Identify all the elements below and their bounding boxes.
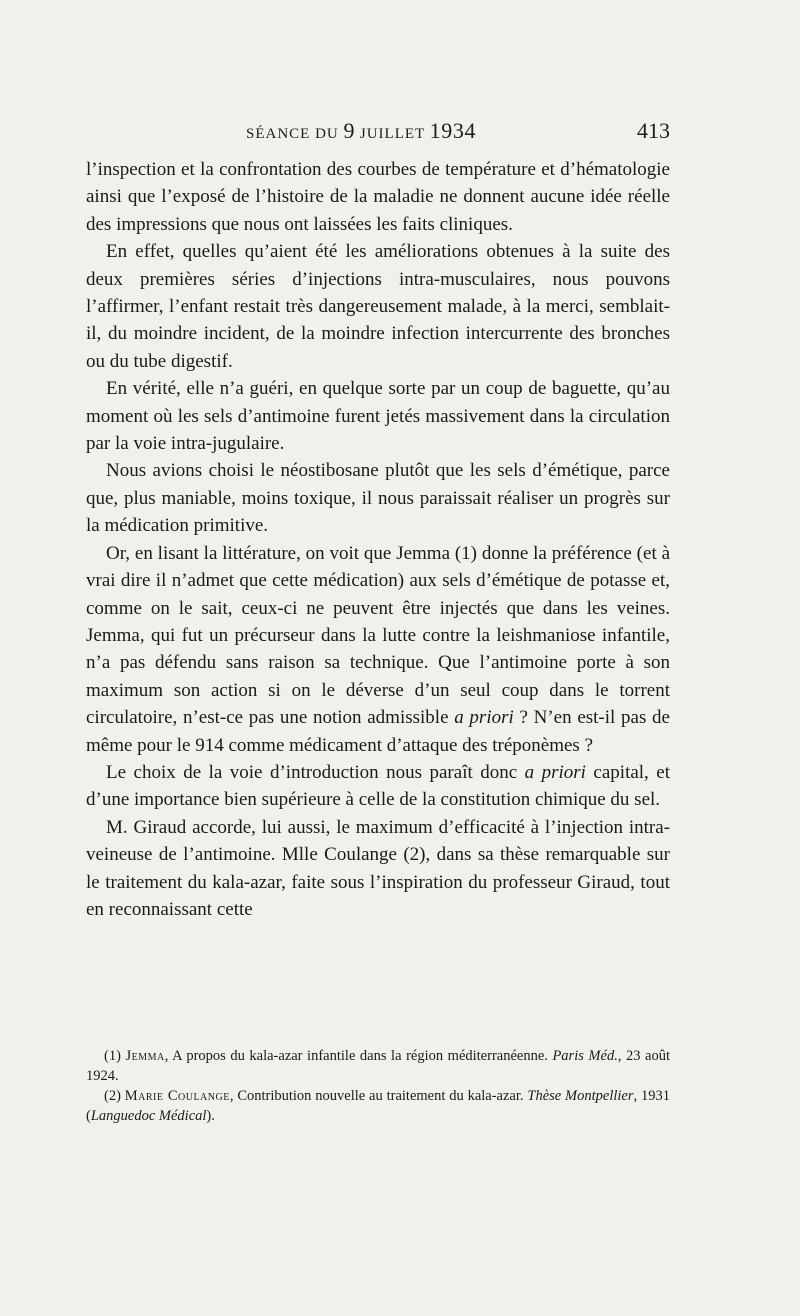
footnote-1-journal: Paris Méd. [552,1048,618,1064]
paragraph-5-text-after: ? N’en est-il pas de même pour le 914 comme médicament d’attaque des tréponèmes ? [86,707,670,756]
footnote-2-text-after: ). [206,1107,215,1124]
page-number: 413 [637,118,670,143]
paragraph-6 [86,759,670,814]
footnote-2-text: , Contribution nouvelle au traitement du kala-azar. [229,1088,528,1104]
running-title [246,118,476,144]
paragraph-5-text-before: Or, en lisant la littérature, on voit que Jemma (1) donne la préférence (et à vrai dire il n’admet que cette médication) aux sels d’émétique de potasse et, comme on le sait, ceux-ci ne peuvent être injectés que dans les veines. Jemma, qui fut un précurseur dans la lutte contre la leishmaniose infantile, n’a pas défendu sans raison sa technique. Que l’antimoine porte à son maximum son action si on le déverse d’un seul coup dans le torrent circulatoire, n’est-ce pas une notion admissible [86,542,670,729]
footnote-2-thesis: Thèse Montpellier [527,1088,634,1104]
footnote-2-text-mid: , 1931 ( [86,1088,670,1124]
paragraph-5 [86,540,670,759]
footnote-2 [86,1087,670,1126]
footnote-2-author: Marie Coulange [124,1088,230,1104]
footnote-1-text-after: , 23 août 1924. [86,1048,671,1084]
paragraph-3: En vérité, elle n’a guéri, en quelque sorte par un coup de baguette, qu’au moment où les sels d’antimoine furent jetés massivement dans la circulation par la voie intra-jugulaire. [86,378,670,455]
footnote-2-marker: (2) [104,1088,125,1104]
footnote-1 [86,1047,670,1086]
running-title-part2: JUILLET [355,126,430,142]
footnote-1-text: , A propos du kala-azar infantile dans la région méditerranéenne. [164,1048,553,1064]
paragraph-5-italic: a priori [454,707,514,729]
running-title-part1: SÉANCE DU [246,126,344,142]
body-text [86,156,670,923]
running-header [86,118,670,148]
footnote-2-journal: Languedoc Médical [90,1107,207,1124]
running-title-day: 9 [343,118,356,143]
paragraph-6-text-before: Le choix de la voie d’introduction nous paraît donc [106,761,525,783]
paragraph-4: Nous avions choisi le néostibosane plutôt que les sels d’émétique, parce que, plus maniable, moins toxique, il nous paraissait réaliser un progrès sur la médication primitive. [86,460,670,537]
paragraph-7: M. Giraud accorde, lui aussi, le maximum d’efficacité à l’injection intra-veineuse de l’antimoine. Mlle Coulange (2), dans sa thèse remarquable sur le traitement du kala-azar, faite sous l’inspiration du professeur Giraud, tout en reconnaissant cette [86,816,670,920]
footnote-1-marker: (1) [104,1048,126,1064]
footnotes [86,1047,670,1127]
paragraph-1: l’inspection et la confrontation des courbes de température et d’hématologie ainsi que l’exposé de l’histoire de la maladie ne donnent aucune idée réelle des impressions que nous ont laissées les faits cliniques. [86,159,670,235]
paragraph-6-text-after: capital, et d’une importance bien supérieure à celle de la constitution chimique du sel. [86,761,670,811]
paragraph-2: En effet, quelles qu’aient été les améliorations obtenues à la suite des deux premières séries d’injections intra-musculaires, nous pouvons l’affirmer, l’enfant restait très dangereusement malade, à la merci, semblait-il, du moindre incident, de la moindre infection intercurrente des bronches ou du tube digestif. [86,241,670,372]
paragraph-6-italic: a priori [524,761,586,783]
running-title-year: 1934 [429,118,477,143]
footnote-1-author: Jemma [125,1048,165,1064]
